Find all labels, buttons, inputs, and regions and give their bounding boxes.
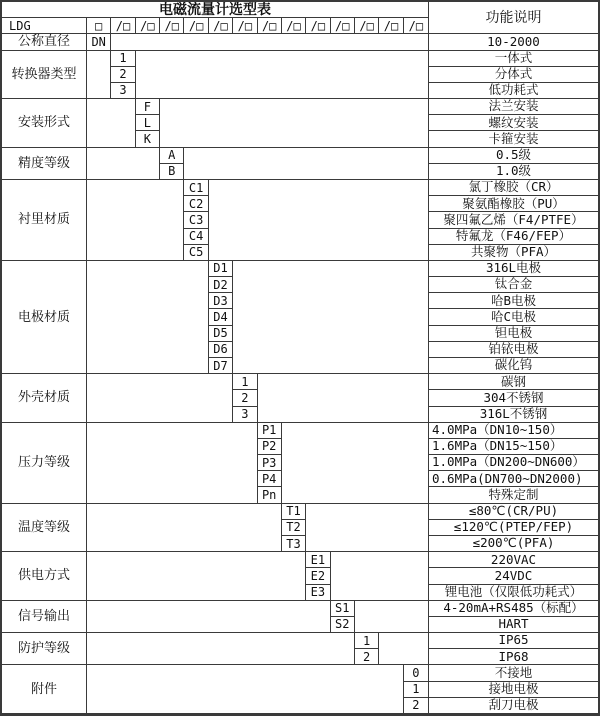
- code-cell-power-supply-E2: E2: [306, 568, 330, 584]
- blank-right-temperature-rating: [306, 504, 428, 553]
- code-cell-signal-output-S2: S2: [331, 617, 355, 633]
- section-label-installation-form: 安装形式: [2, 99, 87, 148]
- code-cell-electrode-material-D3: D3: [209, 293, 233, 309]
- desc-cell-accessories-0: 不接地: [428, 665, 598, 681]
- blank-right-protection-rating: [379, 633, 428, 665]
- section-label-power-supply: 供电方式: [2, 552, 87, 601]
- section-label-temperature-rating: 温度等级: [2, 504, 87, 553]
- desc-cell-lining-material-C1: 氯丁橡胶（CR）: [428, 180, 598, 196]
- desc-cell-power-supply-E2: 24VDC: [428, 568, 598, 584]
- model-code-box: □: [87, 18, 111, 34]
- blank-left-pressure-rating: [87, 423, 258, 504]
- desc-cell-electrode-material-D3: 哈B电极: [428, 293, 598, 309]
- code-cell-electrode-material-D7: D7: [209, 358, 233, 374]
- code-cell-pressure-rating-P2: P2: [258, 439, 282, 455]
- code-cell-accuracy-class-A: A: [160, 148, 184, 164]
- desc-cell-pressure-rating-Pn: 特殊定制: [428, 487, 598, 503]
- desc-cell-electrode-material-D4: 哈C电极: [428, 309, 598, 325]
- desc-cell-power-supply-E1: 220VAC: [428, 552, 598, 568]
- model-slot-box: /□: [136, 18, 160, 34]
- section-label-signal-output: 信号输出: [2, 601, 87, 633]
- section-label-accuracy-class: 精度等级: [2, 148, 87, 180]
- blank-right-signal-output: [355, 601, 428, 633]
- code-cell-accuracy-class-B: B: [160, 164, 184, 180]
- function-desc-header: 功能说明: [428, 2, 598, 34]
- code-cell-installation-form-K: K: [136, 131, 160, 147]
- desc-cell-electrode-material-D2: 钛合金: [428, 277, 598, 293]
- blank-left-lining-material: [87, 180, 184, 261]
- blank-left-signal-output: [87, 601, 331, 633]
- code-cell-converter-type-3: 3: [111, 83, 135, 99]
- desc-cell-pressure-rating-P1: 4.0MPa（DN10~150）: [428, 423, 598, 439]
- blank-left-temperature-rating: [87, 504, 282, 553]
- code-cell-lining-material-C5: C5: [184, 245, 208, 261]
- blank-right-power-supply: [331, 552, 428, 601]
- code-cell-lining-material-C1: C1: [184, 180, 208, 196]
- code-cell-lining-material-C2: C2: [184, 196, 208, 212]
- desc-cell-pressure-rating-P3: 1.0MPa（DN200~DN600）: [428, 455, 598, 471]
- code-cell-lining-material-C3: C3: [184, 212, 208, 228]
- desc-cell-lining-material-C5: 共聚物（PFA）: [428, 245, 598, 261]
- desc-cell-temperature-rating-T3: ≤200℃(PFA): [428, 536, 598, 552]
- blank-left-installation-form: [87, 99, 136, 148]
- desc-cell-protection-rating-2: IP68: [428, 649, 598, 665]
- blank-right-converter-type: [136, 51, 428, 100]
- code-cell-power-supply-E1: E1: [306, 552, 330, 568]
- desc-cell-accessories-2: 刮刀电极: [428, 698, 598, 714]
- desc-cell-housing-material-3: 316L不锈钢: [428, 407, 598, 423]
- blank-left-electrode-material: [87, 261, 209, 374]
- desc-cell-temperature-rating-T2: ≤120℃(PTEP/FEP): [428, 520, 598, 536]
- model-slot-box: /□: [404, 18, 428, 34]
- desc-cell-electrode-material-D6: 铂铱电极: [428, 342, 598, 358]
- desc-cell-accuracy-class-A: 0.5级: [428, 148, 598, 164]
- code-cell-signal-output-S1: S1: [331, 601, 355, 617]
- blank-left-accuracy-class: [87, 148, 160, 180]
- code-cell-pressure-rating-Pn: Pn: [258, 487, 282, 503]
- code-cell-housing-material-2: 2: [233, 390, 257, 406]
- blank-right-lining-material: [209, 180, 428, 261]
- code-cell-pressure-rating-P3: P3: [258, 455, 282, 471]
- blank-left-housing-material: [87, 374, 233, 423]
- model-slot-box: /□: [184, 18, 208, 34]
- code-cell-temperature-rating-T1: T1: [282, 504, 306, 520]
- model-prefix-label: LDG: [2, 18, 87, 34]
- model-slot-box: /□: [355, 18, 379, 34]
- model-slot-box: /□: [160, 18, 184, 34]
- section-label-lining-material: 衬里材质: [2, 180, 87, 261]
- code-cell-electrode-material-D6: D6: [209, 342, 233, 358]
- code-cell-accessories-2: 2: [404, 698, 428, 714]
- desc-cell-pressure-rating-P4: 0.6MPa(DN700~DN2000): [428, 471, 598, 487]
- code-cell-installation-form-F: F: [136, 99, 160, 115]
- section-label-pressure-rating: 压力等级: [2, 423, 87, 504]
- desc-cell-lining-material-C2: 聚氨酯橡胶（PU）: [428, 196, 598, 212]
- code-cell-lining-material-C4: C4: [184, 229, 208, 245]
- blank-right-electrode-material: [233, 261, 428, 374]
- section-label-housing-material: 外壳材质: [2, 374, 87, 423]
- code-cell-electrode-material-D4: D4: [209, 309, 233, 325]
- code-cell-power-supply-E3: E3: [306, 585, 330, 601]
- blank-left-accessories: [87, 665, 404, 714]
- desc-cell-lining-material-C4: 特氟龙（F46/FEP）: [428, 229, 598, 245]
- model-slot-box: /□: [209, 18, 233, 34]
- desc-cell-installation-form-L: 螺纹安装: [428, 115, 598, 131]
- code-cell-accessories-1: 1: [404, 682, 428, 698]
- blank-left-protection-rating: [87, 633, 355, 665]
- desc-cell-protection-rating-1: IP65: [428, 633, 598, 649]
- code-cell-installation-form-L: L: [136, 115, 160, 131]
- code-cell-pressure-rating-P1: P1: [258, 423, 282, 439]
- blank-right-housing-material: [258, 374, 429, 423]
- desc-cell-accuracy-class-B: 1.0级: [428, 164, 598, 180]
- blank-right-accuracy-class: [184, 148, 428, 180]
- desc-cell-power-supply-E3: 锂电池（仅限低功耗式）: [428, 585, 598, 601]
- model-slot-box: /□: [258, 18, 282, 34]
- blank-right-pressure-rating: [282, 423, 428, 504]
- code-cell-electrode-material-D1: D1: [209, 261, 233, 277]
- code-cell-electrode-material-D2: D2: [209, 277, 233, 293]
- desc-cell-accessories-1: 接地电极: [428, 682, 598, 698]
- section-label-accessories: 附件: [2, 665, 87, 714]
- model-slot-box: /□: [379, 18, 403, 34]
- blank-right-nominal-diameter: [111, 34, 428, 50]
- desc-cell-pressure-rating-P2: 1.6MPa（DN15~150）: [428, 439, 598, 455]
- table-title: 电磁流量计选型表: [2, 2, 428, 18]
- model-slot-box: /□: [233, 18, 257, 34]
- desc-cell-installation-form-F: 法兰安装: [428, 99, 598, 115]
- code-cell-nominal-diameter-DN: DN: [87, 34, 111, 50]
- desc-cell-temperature-rating-T1: ≤80℃(CR/PU): [428, 504, 598, 520]
- code-cell-temperature-rating-T3: T3: [282, 536, 306, 552]
- desc-cell-housing-material-1: 碳钢: [428, 374, 598, 390]
- section-label-electrode-material: 电极材质: [2, 261, 87, 374]
- model-slot-box: /□: [282, 18, 306, 34]
- desc-cell-electrode-material-D1: 316L电极: [428, 261, 598, 277]
- code-cell-housing-material-3: 3: [233, 407, 257, 423]
- code-cell-electrode-material-D5: D5: [209, 326, 233, 342]
- desc-cell-converter-type-3: 低功耗式: [428, 83, 598, 99]
- code-cell-converter-type-2: 2: [111, 67, 135, 83]
- section-label-nominal-diameter: 公称直径: [2, 34, 87, 50]
- model-slot-box: /□: [306, 18, 330, 34]
- desc-cell-signal-output-S2: HART: [428, 617, 598, 633]
- code-cell-protection-rating-2: 2: [355, 649, 379, 665]
- code-cell-temperature-rating-T2: T2: [282, 520, 306, 536]
- desc-cell-housing-material-2: 304不锈钢: [428, 390, 598, 406]
- desc-cell-electrode-material-D5: 钽电极: [428, 326, 598, 342]
- desc-cell-electrode-material-D7: 碳化钨: [428, 358, 598, 374]
- model-slot-box: /□: [331, 18, 355, 34]
- desc-cell-signal-output-S1: 4-20mA+RS485（标配）: [428, 601, 598, 617]
- section-label-protection-rating: 防护等级: [2, 633, 87, 665]
- blank-left-power-supply: [87, 552, 306, 601]
- desc-cell-converter-type-2: 分体式: [428, 67, 598, 83]
- blank-left-converter-type: [87, 51, 111, 100]
- code-cell-converter-type-1: 1: [111, 51, 135, 67]
- desc-cell-lining-material-C3: 聚四氟乙烯（F4/PTFE）: [428, 212, 598, 228]
- code-cell-pressure-rating-P4: P4: [258, 471, 282, 487]
- desc-cell-nominal-diameter-DN: 10-2000: [428, 34, 598, 50]
- desc-cell-installation-form-K: 卡箍安装: [428, 131, 598, 147]
- code-cell-accessories-0: 0: [404, 665, 428, 681]
- blank-right-installation-form: [160, 99, 428, 148]
- section-label-converter-type: 转换器类型: [2, 51, 87, 100]
- desc-cell-converter-type-1: 一体式: [428, 51, 598, 67]
- code-cell-housing-material-1: 1: [233, 374, 257, 390]
- code-cell-protection-rating-1: 1: [355, 633, 379, 649]
- model-slot-box: /□: [111, 18, 135, 34]
